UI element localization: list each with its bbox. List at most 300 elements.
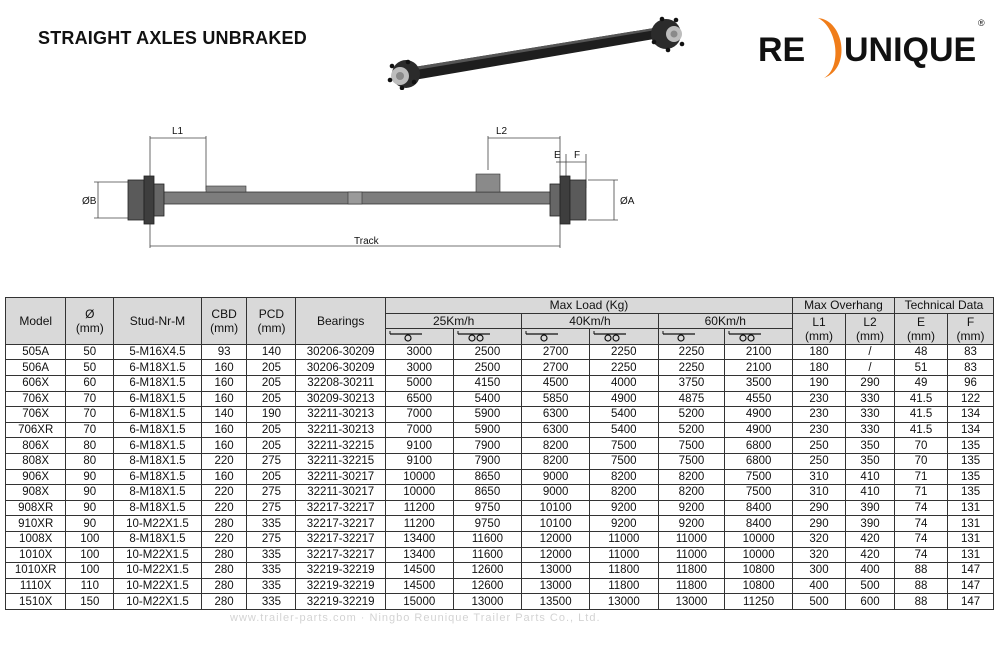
cell: 70	[66, 422, 114, 438]
cell: 180	[792, 360, 845, 376]
cell: 32211-32215	[296, 453, 386, 469]
cell: 205	[247, 391, 296, 407]
single-axle-symbol-icon	[658, 329, 725, 345]
cell: 7500	[725, 485, 793, 501]
cell: 400	[792, 578, 845, 594]
cell: 160	[201, 469, 247, 485]
cell: 8400	[725, 516, 793, 532]
tandem-axle-symbol-icon	[453, 329, 522, 345]
cell: 13400	[385, 531, 453, 547]
cell: 5-M16X4.5	[114, 344, 201, 360]
cell: 74	[894, 531, 947, 547]
cell: 6-M18X1.5	[114, 469, 201, 485]
cell: 2700	[522, 344, 590, 360]
cell-model: 906X	[6, 469, 66, 485]
logo-text-left: RE	[758, 31, 806, 69]
table-row	[6, 547, 994, 563]
cell: 290	[792, 516, 845, 532]
cell: 330	[846, 391, 895, 407]
cell: 9200	[589, 516, 658, 532]
cell: 9750	[453, 516, 522, 532]
table-row	[6, 578, 994, 594]
cell: 6-M18X1.5	[114, 375, 201, 391]
cell: 90	[66, 500, 114, 516]
cell: 83	[948, 360, 994, 376]
cell: 230	[792, 422, 845, 438]
cell-model: 1010XR	[6, 563, 66, 579]
cell: 10-M22X1.5	[114, 578, 201, 594]
page-title: STRAIGHT AXLES UNBRAKED	[38, 28, 307, 48]
cell: 8-M18X1.5	[114, 531, 201, 547]
cell: 100	[66, 563, 114, 579]
cell: 4900	[725, 407, 793, 423]
cell: 4000	[589, 375, 658, 391]
cell: 32217-32217	[296, 531, 386, 547]
cell: 11000	[658, 531, 725, 547]
table-row	[6, 485, 994, 501]
cell: 11800	[658, 578, 725, 594]
cell: 160	[201, 391, 247, 407]
cell: 32208-30211	[296, 375, 386, 391]
cell: 12600	[453, 578, 522, 594]
cell: 11200	[385, 516, 453, 532]
cell: 410	[846, 469, 895, 485]
cell: 140	[201, 407, 247, 423]
cell: 220	[201, 453, 247, 469]
brand-logo	[752, 10, 992, 84]
cell: 80	[66, 438, 114, 454]
cell-model: 908X	[6, 485, 66, 501]
cell-model: 706X	[6, 407, 66, 423]
cell: 9100	[385, 453, 453, 469]
cell: 131	[948, 547, 994, 563]
cell: 30206-30209	[296, 360, 386, 376]
cell: 10000	[385, 469, 453, 485]
cell: 6-M18X1.5	[114, 391, 201, 407]
cell: 2100	[725, 360, 793, 376]
cell: 32217-32217	[296, 500, 386, 516]
cell: 335	[247, 594, 296, 610]
cell: 190	[792, 375, 845, 391]
label-l2: L2	[496, 126, 508, 137]
cell: 420	[846, 547, 895, 563]
table-row	[6, 438, 994, 454]
header-technical-data: Technical Data	[894, 298, 993, 314]
cell: 5200	[658, 407, 725, 423]
cell: 10-M22X1.5	[114, 547, 201, 563]
cell: 330	[846, 422, 895, 438]
cell: 4875	[658, 391, 725, 407]
cell: 2500	[453, 360, 522, 376]
cell: 32211-32215	[296, 438, 386, 454]
cell: 3000	[385, 344, 453, 360]
cell: 10100	[522, 500, 590, 516]
cell: 160	[201, 360, 247, 376]
header-max-overhang: Max Overhang	[792, 298, 894, 314]
cell: 131	[948, 531, 994, 547]
cell: 335	[247, 578, 296, 594]
cell: 9100	[385, 438, 453, 454]
cell: 290	[846, 375, 895, 391]
cell: 93	[201, 344, 247, 360]
cell: 11800	[589, 563, 658, 579]
cell: 135	[948, 453, 994, 469]
cell: 320	[792, 547, 845, 563]
cell: 7500	[725, 469, 793, 485]
cell: 70	[66, 407, 114, 423]
cell: 2500	[453, 344, 522, 360]
cell: 220	[201, 531, 247, 547]
cell: 8400	[725, 500, 793, 516]
cell: 500	[846, 578, 895, 594]
cell: 32211-30213	[296, 422, 386, 438]
cell: 6-M18X1.5	[114, 360, 201, 376]
cell: 13400	[385, 547, 453, 563]
label-b: ØB	[82, 196, 97, 207]
cell: 134	[948, 422, 994, 438]
cell: 6800	[725, 453, 793, 469]
cell: 250	[792, 453, 845, 469]
header-l1: L1 (mm)	[792, 313, 845, 344]
cell: 88	[894, 563, 947, 579]
cell: 7900	[453, 453, 522, 469]
cell: 205	[247, 469, 296, 485]
table-row	[6, 344, 994, 360]
cell: 49	[894, 375, 947, 391]
cell: 70	[894, 453, 947, 469]
cell: 11250	[725, 594, 793, 610]
axle-beam	[408, 28, 660, 80]
cell: 180	[792, 344, 845, 360]
cell: 8650	[453, 485, 522, 501]
cell: 7000	[385, 422, 453, 438]
cell: 350	[846, 438, 895, 454]
cell: 6300	[522, 422, 590, 438]
cell: 160	[201, 422, 247, 438]
table-row	[6, 500, 994, 516]
cell: 13500	[522, 594, 590, 610]
cell: 71	[894, 485, 947, 501]
cell: 275	[247, 531, 296, 547]
cell: 7900	[453, 438, 522, 454]
header-speed-60: 60Km/h	[658, 313, 792, 329]
cell: 122	[948, 391, 994, 407]
cell: 4500	[522, 375, 590, 391]
cell: 160	[201, 438, 247, 454]
cell: 4550	[725, 391, 793, 407]
cell: 11800	[658, 563, 725, 579]
hub-right-icon	[651, 17, 684, 53]
cell: 60	[66, 375, 114, 391]
header-pcd: PCD (mm)	[247, 298, 296, 345]
cell: 6-M18X1.5	[114, 407, 201, 423]
cell: 88	[894, 578, 947, 594]
cell: 220	[201, 485, 247, 501]
cell: 300	[792, 563, 845, 579]
cell: 250	[792, 438, 845, 454]
cell: 220	[201, 500, 247, 516]
cell: 2100	[725, 344, 793, 360]
cell: 330	[846, 407, 895, 423]
cell: 8650	[453, 469, 522, 485]
cell: 3500	[725, 375, 793, 391]
cell: 7500	[589, 453, 658, 469]
drawing-hub-left	[128, 176, 164, 224]
cell: 280	[201, 563, 247, 579]
table-row	[6, 531, 994, 547]
cell: 2250	[589, 344, 658, 360]
cell: 205	[247, 360, 296, 376]
cell: 74	[894, 547, 947, 563]
cell: 12000	[522, 547, 590, 563]
cell: 135	[948, 438, 994, 454]
cell: /	[846, 360, 895, 376]
cell: 230	[792, 407, 845, 423]
cell: 5400	[589, 422, 658, 438]
cell: 10000	[725, 531, 793, 547]
cell: 70	[894, 438, 947, 454]
cell: 9000	[522, 485, 590, 501]
cell: 41.5	[894, 422, 947, 438]
cell: 6800	[725, 438, 793, 454]
watermark: www.trailer-parts.com · Ningbo Reunique Trailer Parts Co., Ltd.	[230, 612, 601, 624]
cell: 90	[66, 469, 114, 485]
cell: 71	[894, 469, 947, 485]
cell: 147	[948, 563, 994, 579]
cell: 8200	[522, 438, 590, 454]
cell: 80	[66, 453, 114, 469]
cell: 5900	[453, 422, 522, 438]
label-e: E	[554, 150, 561, 161]
cell-model: 606X	[6, 375, 66, 391]
cell: 10000	[385, 485, 453, 501]
cell: 500	[792, 594, 845, 610]
cell: 280	[201, 547, 247, 563]
cell: 8200	[589, 485, 658, 501]
cell: 131	[948, 500, 994, 516]
cell: 4150	[453, 375, 522, 391]
label-l1: L1	[172, 126, 184, 137]
registered-mark: ®	[978, 18, 985, 28]
cell: 8-M18X1.5	[114, 500, 201, 516]
cell: 32219-32219	[296, 578, 386, 594]
cell: 310	[792, 469, 845, 485]
axle-spec-table	[5, 297, 994, 610]
cell: 88	[894, 594, 947, 610]
cell-model: 706X	[6, 391, 66, 407]
table-row	[6, 375, 994, 391]
logo-swoosh-icon	[818, 18, 842, 78]
table-row	[6, 469, 994, 485]
cell: 280	[201, 578, 247, 594]
table-row	[6, 516, 994, 532]
cell: 10-M22X1.5	[114, 516, 201, 532]
cell: 32219-32219	[296, 563, 386, 579]
cell: 11000	[658, 547, 725, 563]
cell: 134	[948, 407, 994, 423]
header-l2: L2 (mm)	[846, 313, 895, 344]
header-stud: Stud-Nr-M	[114, 298, 201, 345]
cell: 350	[846, 453, 895, 469]
cell: 74	[894, 516, 947, 532]
table-row	[6, 360, 994, 376]
cell: 15000	[385, 594, 453, 610]
cell: 2250	[589, 360, 658, 376]
cell: 140	[247, 344, 296, 360]
cell: 70	[66, 391, 114, 407]
cell: 310	[792, 485, 845, 501]
cell: 7500	[589, 438, 658, 454]
cell: 5000	[385, 375, 453, 391]
cell: 290	[792, 500, 845, 516]
cell: 90	[66, 485, 114, 501]
cell: 90	[66, 516, 114, 532]
cell: 11800	[589, 578, 658, 594]
cell: 2700	[522, 360, 590, 376]
cell: 8200	[589, 469, 658, 485]
cell: 74	[894, 500, 947, 516]
cell: 131	[948, 516, 994, 532]
cell: 10-M22X1.5	[114, 563, 201, 579]
cell: 6-M18X1.5	[114, 422, 201, 438]
cell-model: 1008X	[6, 531, 66, 547]
cell: 5400	[589, 407, 658, 423]
cell: 135	[948, 469, 994, 485]
cell: 7000	[385, 407, 453, 423]
cell: 410	[846, 485, 895, 501]
cell: 2250	[658, 360, 725, 376]
label-f: F	[574, 150, 581, 161]
cell: 100	[66, 531, 114, 547]
table-row	[6, 594, 994, 610]
cell: 9750	[453, 500, 522, 516]
cell: 8200	[658, 469, 725, 485]
cell: 6500	[385, 391, 453, 407]
cell: 32219-32219	[296, 594, 386, 610]
cell: 32211-30213	[296, 407, 386, 423]
cell: 420	[846, 531, 895, 547]
header-model: Model	[6, 298, 66, 345]
cell: 11000	[589, 547, 658, 563]
cell: 5400	[453, 391, 522, 407]
hub-left-icon	[388, 60, 420, 90]
cell: 8200	[658, 485, 725, 501]
cell: 280	[201, 516, 247, 532]
cell: 9200	[658, 500, 725, 516]
cell: 12600	[453, 563, 522, 579]
cell-model: 706XR	[6, 422, 66, 438]
cell: 11200	[385, 500, 453, 516]
cell: 400	[846, 563, 895, 579]
cell: 600	[846, 594, 895, 610]
cell: 5900	[453, 407, 522, 423]
cell: 335	[247, 563, 296, 579]
axle-photo	[378, 10, 698, 90]
cell: 8200	[522, 453, 590, 469]
cell: 32217-32217	[296, 516, 386, 532]
cell: 10000	[725, 547, 793, 563]
cell: 8-M18X1.5	[114, 485, 201, 501]
cell: 390	[846, 500, 895, 516]
cell: 41.5	[894, 391, 947, 407]
cell: 11600	[453, 531, 522, 547]
cell-model: 1010X	[6, 547, 66, 563]
cell: 3000	[385, 360, 453, 376]
cell: 5200	[658, 422, 725, 438]
table-row	[6, 563, 994, 579]
cell: 13000	[522, 563, 590, 579]
cell: 335	[247, 516, 296, 532]
cell: 6-M18X1.5	[114, 438, 201, 454]
label-track: Track	[354, 236, 379, 247]
cell-model: 908XR	[6, 500, 66, 516]
cell: 32211-30217	[296, 485, 386, 501]
cell: 280	[201, 594, 247, 610]
cell-model: 1110X	[6, 578, 66, 594]
header-speed-25: 25Km/h	[385, 313, 521, 329]
label-a: ØA	[620, 196, 635, 207]
cell: /	[846, 344, 895, 360]
cell: 30209-30213	[296, 391, 386, 407]
cell: 275	[247, 485, 296, 501]
cell: 320	[792, 531, 845, 547]
cell: 8-M18X1.5	[114, 453, 201, 469]
cell: 205	[247, 422, 296, 438]
header-diameter: Ø (mm)	[66, 298, 114, 345]
tandem-axle-symbol-icon	[589, 329, 658, 345]
cell: 7500	[658, 438, 725, 454]
cell: 13000	[589, 594, 658, 610]
cell: 160	[201, 375, 247, 391]
cell: 190	[247, 407, 296, 423]
cell: 390	[846, 516, 895, 532]
cell: 3750	[658, 375, 725, 391]
cell: 30206-30209	[296, 344, 386, 360]
cell: 96	[948, 375, 994, 391]
cell: 50	[66, 344, 114, 360]
single-axle-symbol-icon	[385, 329, 453, 345]
cell: 41.5	[894, 407, 947, 423]
cell: 9200	[658, 516, 725, 532]
axle-technical-drawing	[78, 118, 668, 268]
table-row	[6, 407, 994, 423]
cell: 7500	[658, 453, 725, 469]
spec-table-body	[6, 344, 994, 609]
cell: 10800	[725, 563, 793, 579]
header-f: F (mm)	[948, 313, 994, 344]
cell: 9000	[522, 469, 590, 485]
cell: 4900	[725, 422, 793, 438]
cell: 10800	[725, 578, 793, 594]
cell: 100	[66, 547, 114, 563]
cell: 147	[948, 594, 994, 610]
cell: 13000	[453, 594, 522, 610]
header-bearings: Bearings	[296, 298, 386, 345]
cell: 12000	[522, 531, 590, 547]
cell: 48	[894, 344, 947, 360]
header-cbd: CBD (mm)	[201, 298, 247, 345]
cell: 32211-30217	[296, 469, 386, 485]
cell-model: 808X	[6, 453, 66, 469]
cell-model: 506A	[6, 360, 66, 376]
header-max-load: Max Load (Kg)	[385, 298, 792, 314]
single-axle-symbol-icon	[522, 329, 590, 345]
cell: 147	[948, 578, 994, 594]
cell: 11000	[589, 531, 658, 547]
cell-model: 1510X	[6, 594, 66, 610]
cell: 6300	[522, 407, 590, 423]
header-speed-40: 40Km/h	[522, 313, 658, 329]
